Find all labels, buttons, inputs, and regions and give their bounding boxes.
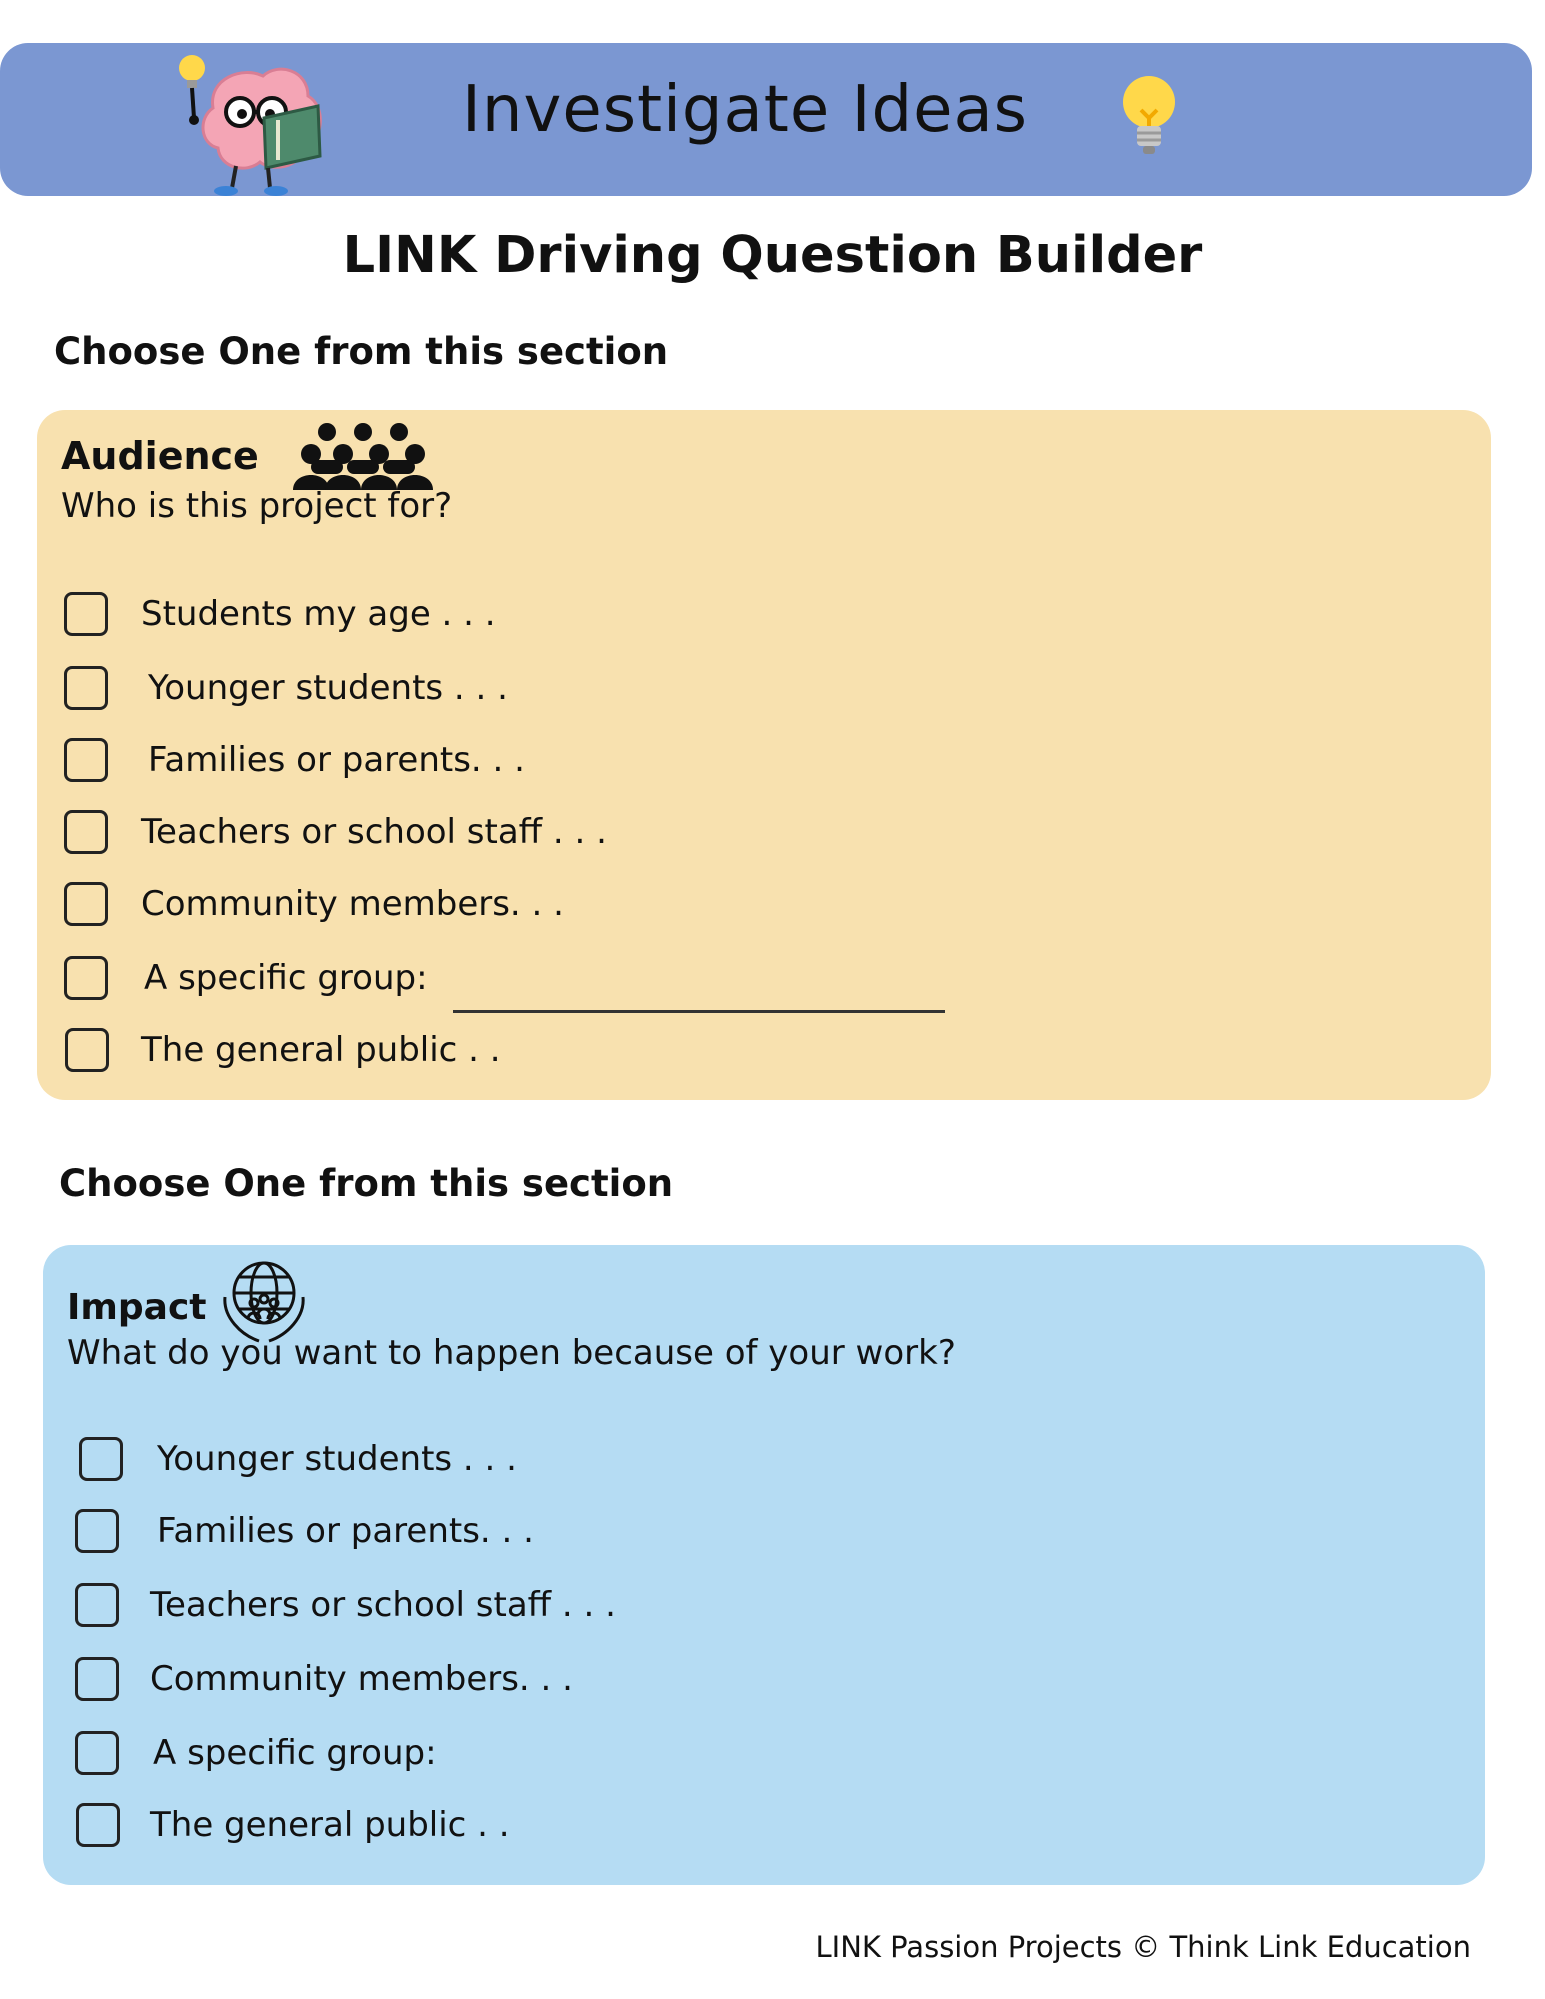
section-heading-impact: Choose One from this section [59,1162,674,1205]
checkbox[interactable] [65,1028,109,1072]
checkbox[interactable] [75,1731,119,1775]
brain-reading-book-icon [168,48,348,198]
checkbox[interactable] [64,592,108,636]
checkbox[interactable] [64,956,108,1000]
checkbox[interactable] [76,1803,120,1847]
impact-panel [43,1245,1485,1885]
specific-group-fill-line[interactable] [453,1010,945,1013]
footer-copyright: LINK Passion Projects © Think Link Education [815,1930,1471,1964]
panel-title-impact: Impact [67,1287,207,1328]
checkbox[interactable] [79,1437,123,1481]
audience-panel [37,410,1491,1100]
panel-prompt-impact: What do you want to happen because of your work? [67,1333,956,1373]
option-label: Students my age . . . [141,594,496,634]
checkbox[interactable] [75,1657,119,1701]
checkbox[interactable] [75,1583,119,1627]
panel-prompt-audience: Who is this project for? [61,486,453,526]
checkbox[interactable] [64,666,108,710]
panel-title-audience: Audience [61,434,259,478]
option-label: Younger students . . . [148,668,508,708]
page-title: LINK Driving Question Builder [342,226,1203,285]
option-label: A specific group: [144,958,428,998]
option-label: A specific group: [153,1733,437,1773]
section-heading-audience: Choose One from this section [54,330,669,373]
option-label: The general public . . [141,1030,501,1070]
option-label: Teachers or school staff . . . [150,1585,616,1625]
option-label: Teachers or school staff . . . [141,812,607,852]
option-label: Younger students . . . [157,1439,517,1479]
option-label: Community members. . . [141,884,564,924]
option-label: Families or parents. . . [157,1511,534,1551]
option-label: The general public . . [150,1805,510,1845]
checkbox[interactable] [64,738,108,782]
option-label: Families or parents. . . [148,740,525,780]
checkbox[interactable] [64,882,108,926]
lightbulb-icon [1118,74,1180,158]
checkbox[interactable] [75,1509,119,1553]
banner-title: Investigate Ideas [462,73,1028,147]
group-of-people-icon [291,420,435,490]
globe-in-hands-icon [221,1257,307,1343]
checkbox[interactable] [64,810,108,854]
option-label: Community members. . . [150,1659,573,1699]
